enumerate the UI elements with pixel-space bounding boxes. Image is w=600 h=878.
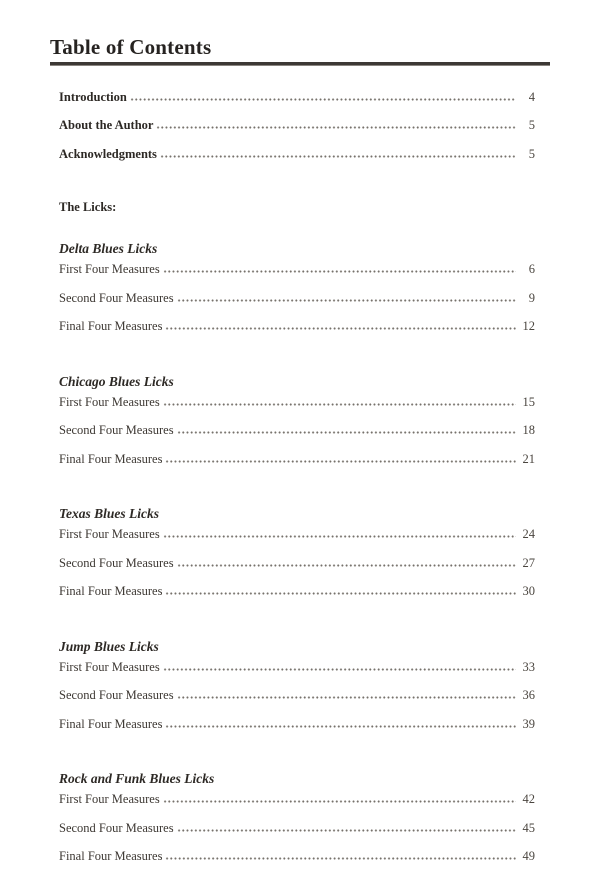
title-rule	[50, 62, 550, 66]
toc-entry-label: Final Four Measures	[59, 716, 163, 731]
dot-leader	[177, 696, 516, 699]
page-header	[50, 36, 550, 66]
toc-entry-label: Final Four Measures	[59, 319, 163, 334]
toc-entry	[59, 291, 535, 320]
toc-entry-label: First Four Measures	[59, 659, 160, 674]
toc-entry-page: 6	[528, 262, 535, 277]
toc-entry	[59, 792, 535, 821]
toc-entry-page: 24	[522, 527, 535, 542]
toc-entry-page: 49	[522, 849, 535, 864]
section-title: Delta Blues Licks	[59, 241, 158, 257]
toc-entry	[59, 395, 535, 424]
toc-entry-page: 42	[522, 792, 535, 807]
toc-entry-label: First Four Measures	[59, 792, 160, 807]
toc-entry-label: Acknowledgments	[59, 146, 157, 161]
dot-leader	[163, 270, 516, 273]
toc-entry-page: 30	[522, 584, 535, 599]
toc-entry	[59, 849, 535, 878]
toc-entry-page: 5	[528, 118, 535, 133]
dot-leader	[130, 98, 516, 101]
toc-entry-label: First Four Measures	[59, 394, 160, 409]
toc-entry	[59, 452, 535, 481]
toc-entry	[59, 118, 535, 147]
toc-section	[59, 639, 535, 746]
dot-leader	[165, 857, 516, 860]
dot-leader	[163, 800, 516, 803]
dot-leader	[165, 592, 516, 595]
dot-leader	[165, 725, 516, 728]
dot-leader	[177, 431, 516, 434]
toc-section	[59, 241, 535, 348]
toc-entry	[59, 527, 535, 556]
toc-entry-page: 4	[528, 89, 535, 104]
toc-entry-page: 39	[522, 716, 535, 731]
toc-entry-label: Final Four Measures	[59, 849, 163, 864]
toc-section	[59, 506, 535, 613]
toc-entry	[59, 423, 535, 452]
toc-entry-page: 21	[522, 451, 535, 466]
toc-entry-page: 36	[522, 688, 535, 703]
dot-leader	[165, 460, 516, 463]
toc-entry-page: 9	[528, 290, 535, 305]
dot-leader	[177, 299, 516, 302]
dot-leader	[165, 327, 516, 330]
toc-entry	[59, 688, 535, 717]
toc-entry-page: 45	[522, 820, 535, 835]
toc-section	[59, 771, 535, 878]
toc-entry-page: 12	[522, 319, 535, 334]
toc-page	[0, 35, 600, 864]
dot-leader	[160, 155, 516, 158]
toc-entry-label: Final Four Measures	[59, 451, 163, 466]
dot-leader	[156, 126, 516, 129]
toc-entry-label: Introduction	[59, 89, 127, 104]
toc-entry	[59, 660, 535, 689]
toc-section	[59, 374, 535, 481]
toc-entry-label: Final Four Measures	[59, 584, 163, 599]
toc-entry-label: Second Four Measures	[59, 555, 174, 570]
section-title: Chicago Blues Licks	[59, 373, 174, 389]
licks-heading: The Licks:	[59, 200, 117, 215]
section-title: Jump Blues Licks	[59, 638, 159, 654]
toc-entry	[59, 821, 535, 850]
toc-entry	[59, 147, 535, 176]
dot-leader	[177, 829, 516, 832]
section-title: Rock and Funk Blues Licks	[59, 771, 215, 787]
toc-entry	[59, 556, 535, 585]
dot-leader	[163, 668, 516, 671]
toc-entry-page: 15	[522, 394, 535, 409]
section-title: Texas Blues Licks	[59, 506, 160, 522]
toc-entry-page: 33	[522, 659, 535, 674]
toc-entry-label: First Four Measures	[59, 262, 160, 277]
toc-entry-page: 5	[528, 146, 535, 161]
toc-body	[59, 90, 535, 878]
front-matter	[59, 90, 535, 176]
toc-entry-label: Second Four Measures	[59, 820, 174, 835]
toc-entry	[59, 584, 535, 613]
toc-entry	[59, 717, 535, 746]
toc-entry	[59, 90, 535, 119]
dot-leader	[177, 564, 516, 567]
toc-entry-label: Second Four Measures	[59, 290, 174, 305]
toc-entry-label: Second Four Measures	[59, 423, 174, 438]
dot-leader	[163, 403, 516, 406]
toc-entry-label: First Four Measures	[59, 527, 160, 542]
dot-leader	[163, 535, 516, 538]
page-title: Table of Contents	[50, 35, 212, 59]
toc-entry-label: About the Author	[59, 118, 154, 133]
toc-entry-page: 27	[522, 555, 535, 570]
toc-entry	[59, 262, 535, 291]
toc-entry-label: Second Four Measures	[59, 688, 174, 703]
toc-entry-page: 18	[522, 423, 535, 438]
toc-entry	[59, 319, 535, 348]
